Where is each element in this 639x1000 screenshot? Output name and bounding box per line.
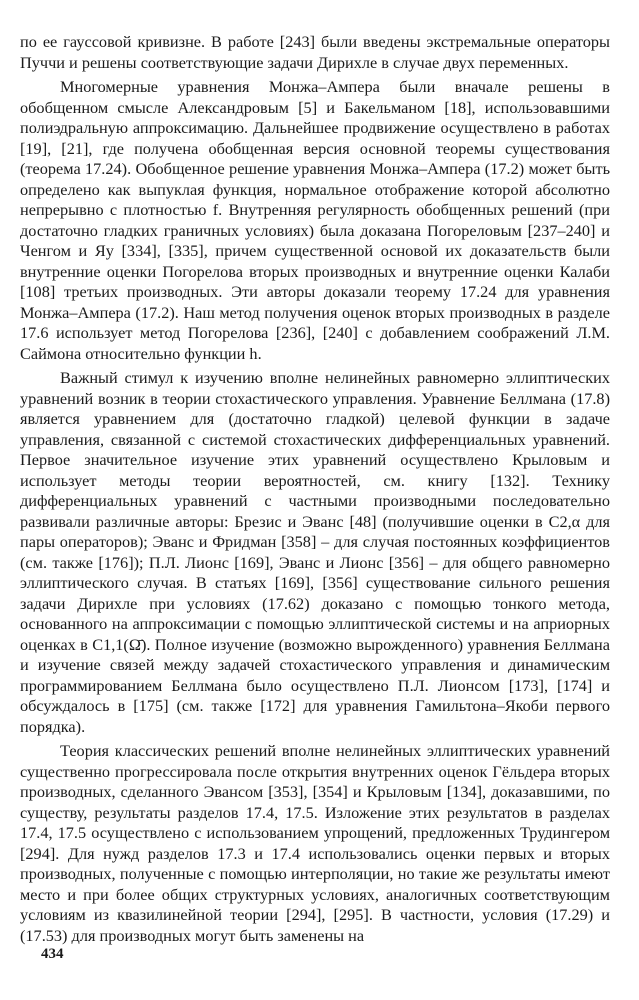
page-body bbox=[20, 32, 610, 950]
paragraph-classical-solutions: Теория классических решений вполне нелинейных эллиптических уравнений существенно прогрессировала после открытия внутренних оценок Гёльдера вторых производных, сделанного Эвансом [353], [354] и Крыловым [134], доказавшими, по существу, результаты разделов 17.4, 17.5. Изложение этих результатов в разделах 17.4, 17.5 осуществлено с использованием упрощений, предложенных Трудингером [294]. Для нужд разделов 17.3 и 17.4 использовались оценки первых и вторых производных, полученные с помощью интерполяции, но такие же результаты имеют место и при более общих структурных условиях, аналогичных соответствующим условиям из квазилинейной теории [294], [295]. В частности, условия (17.29) и (17.53) для производных могут быть заменены на bbox=[20, 741, 610, 945]
page-number: 434 bbox=[41, 946, 64, 962]
paragraph-stochastic-control: Важный стимул к изучению вполне нелинейных равномерно эллиптических уравнений возник в теории стохастического управления. Уравнение Беллмана (17.8) является уравнением для (достаточно гладкой) целевой функции в задаче управления, связанной с системой стохастических дифференциальных уравнений. Первое значительное изучение этих уравнений осуществлено Крыловым и использует методы теории вероятностей, см. книгу [132]. Технику дифференциальных уравнений с частными производными последовательно развивали различные авторы: Брезис и Эванс [48] (получившие оценки в C2,α для пары операторов); Эванс и Фридман [358] – для случая постоянных коэффициентов (см. также [176]); П.Л. Лионс [169], Эванс и Лионс [356] – для общего равномерно эллиптического случая. В статьях [169], [356] существование сильного решения задачи Дирихле при условиях (17.62) доказано с помощью тонкого метода, основанного на аппроксимации с помощью эллиптической системы и на априорных оценках в C1,1(Ω̄). Полное изучение (возможно вырожденного) уравнения Беллмана и изучение связей между задачей стохастического управления и динамическим программированием Беллмана было осуществлено П.Л. Лионсом [173], [174] и обсуждалось в [175] (см. также [172] для уравнения Гамильтона–Якоби первого порядка). bbox=[20, 368, 610, 736]
paragraph-continuation: по ее гауссовой кривизне. В работе [243] были введены экстремальные операторы Пуччи и решены соответствующие задачи Дирихле в случае двух переменных. bbox=[20, 32, 610, 72]
paragraph-monge-ampere: Многомерные уравнения Монжа–Ампера были вначале решены в обобщенном смысле Александровым [5] и Бакельманом [18], использовавшими полиэдральную аппроксимацию. Дальнейшее продвижение осуществлено в работах [19], [21], где получена обобщенная версия основной теоремы существования (теорема 17.24). Обобщенное решение уравнения Монжа–Ампера (17.2) может быть определено как выпуклая функция, нормальное отображение которой абсолютно непрерывно с плотностью f. Внутренняя регулярность обобщенных решений (при достаточно гладких граничных условиях) была доказана Погореловым [237–240] и Ченгом и Яу [334], [335], причем существенной основой их доказательств были внутренние оценки Погорелова вторых производных и внутренние оценки Калаби [108] третьих производных. Эти авторы доказали теорему 17.24 для уравнения Монжа–Ампера (17.2). Наш метод получения оценок вторых производных в разделе 17.6 использует метод Погорелова [236], [240] с добавлением соображений Л.М. Саймона относительно функции h. bbox=[20, 77, 610, 363]
